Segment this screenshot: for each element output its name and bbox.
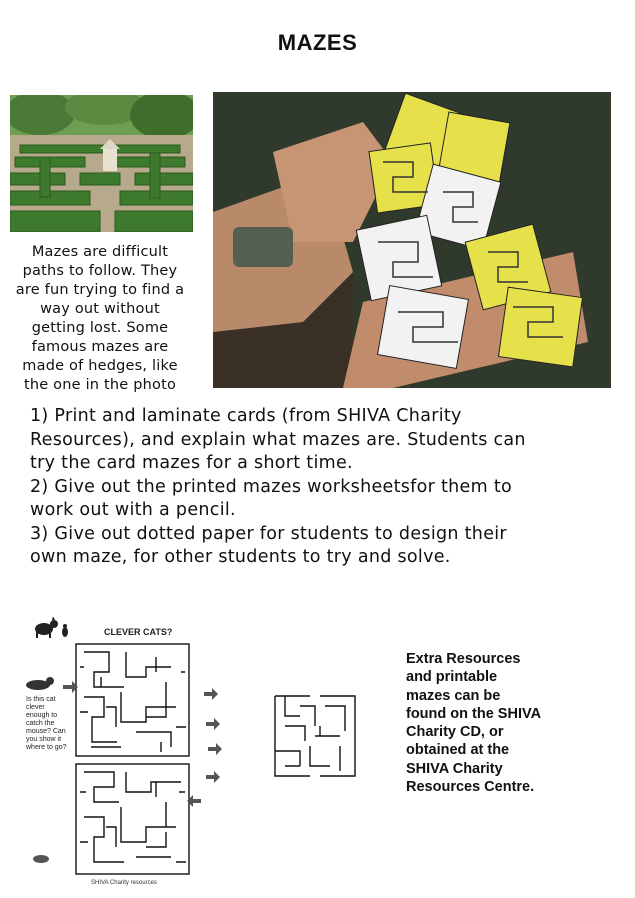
extra-line: found on the SHIVA bbox=[406, 705, 542, 722]
mouse-icon bbox=[62, 624, 68, 637]
intro-line: made of hedges, like bbox=[22, 358, 178, 374]
instructions bbox=[30, 405, 615, 570]
extra-line: SHIVA Charity bbox=[406, 760, 503, 777]
cat-icon bbox=[35, 617, 58, 638]
instruction-line: try the card mazes for a short time. bbox=[30, 453, 353, 473]
hedge-maze-photo bbox=[10, 95, 193, 232]
instruction-line: Resources), and explain what mazes are. Students can bbox=[30, 429, 526, 450]
instruction-line: own maze, for other students to try and solve. bbox=[30, 547, 451, 567]
instruction-line: 2) Give out the printed mazes worksheetsfor them to bbox=[30, 476, 512, 497]
worksheet-question: clever bbox=[26, 704, 45, 711]
intro-line: are fun trying to find a bbox=[15, 282, 185, 298]
intro-line: paths to follow. They bbox=[22, 263, 178, 279]
extra-line: mazes can be bbox=[406, 687, 501, 704]
extra-line: obtained at the bbox=[406, 742, 510, 759]
intro-text bbox=[2, 243, 198, 395]
intro-line: famous mazes are bbox=[31, 339, 169, 355]
instruction-line: 3) Give out dotted paper for students to design their bbox=[30, 523, 507, 544]
extra-line: and printable bbox=[406, 669, 498, 686]
worksheet-question: mouse? Can bbox=[26, 728, 66, 735]
worksheet-footer: SHIVA Charity resources bbox=[91, 880, 157, 886]
worksheet-heading: CLEVER CATS? bbox=[104, 627, 173, 637]
worksheet-question: catch the bbox=[26, 720, 55, 727]
page-title: MAZES bbox=[277, 30, 358, 55]
worksheet-question: where to go? bbox=[26, 744, 67, 751]
maze-cards-photo bbox=[213, 92, 611, 388]
extra-line: Charity CD, or bbox=[406, 724, 504, 741]
worksheet-question: enough to bbox=[26, 712, 58, 719]
cat-icon bbox=[26, 677, 54, 690]
extra-resources-note bbox=[406, 650, 586, 796]
small-maze-image bbox=[273, 694, 357, 778]
instruction-line: work out with a pencil. bbox=[30, 500, 236, 520]
intro-line: getting lost. Some bbox=[31, 320, 169, 336]
worksheet-question: you show it bbox=[26, 736, 62, 743]
intro-line: Mazes are difficult bbox=[31, 244, 169, 260]
maze-worksheet bbox=[16, 617, 226, 892]
worksheet-question: Is this cat bbox=[26, 696, 56, 703]
mouse-icon bbox=[33, 855, 49, 863]
extra-line: Resources Centre. bbox=[406, 779, 535, 796]
instruction-line: 1) Print and laminate cards (from SHIVA Charity bbox=[30, 406, 462, 426]
extra-line: Extra Resources bbox=[406, 651, 521, 667]
intro-line: way out without bbox=[40, 301, 160, 317]
intro-line: the one in the photo bbox=[23, 377, 177, 393]
